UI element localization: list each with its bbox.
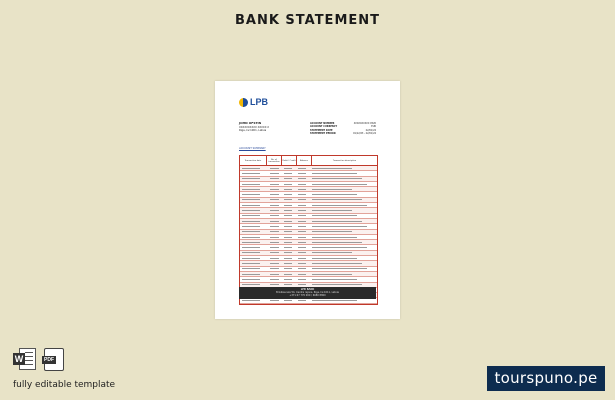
meta-row: ACCOUNT CURRENCY EUR xyxy=(310,125,376,129)
holder-address-line1: XXXXXXXXXX XXXXX X xyxy=(239,125,270,129)
template-caption: fully editable template xyxy=(13,380,116,390)
logo-text: LPB xyxy=(250,97,268,107)
statement-footer xyxy=(239,287,376,299)
table-body xyxy=(240,166,377,304)
column-header: Transaction date xyxy=(240,156,267,165)
format-icons xyxy=(13,348,64,371)
footer-address: Brivibas iela 54, Centra rajons, Riga, LV-1011, Latvia xyxy=(276,291,339,294)
page-title: BANK STATEMENT xyxy=(234,13,381,28)
brand-badge: tourspuno.pe xyxy=(487,366,605,391)
transactions-table xyxy=(239,155,378,305)
word-icon: W xyxy=(13,348,37,370)
table-header xyxy=(240,156,377,166)
account-holder xyxy=(239,122,269,133)
statement-preview xyxy=(215,81,400,319)
pdf-icon: PDF xyxy=(44,348,64,371)
column-header: Transaction description xyxy=(332,159,357,162)
bank-logo xyxy=(239,97,268,107)
table-row xyxy=(240,298,377,303)
column-header: No. of transaction xyxy=(267,156,282,165)
holder-address-line2: Riga, LV-1001, Latvia xyxy=(239,129,267,133)
column-header: Debit / Credit xyxy=(282,156,297,165)
footer-phone: +371 67 770 000 / 6680 8800 xyxy=(289,294,326,297)
meta-row: STATEMENT DATE 22/01/24 xyxy=(310,128,376,132)
footer-company: LPB BANK xyxy=(300,288,315,291)
meta-row: ACCOUNT NUMBER XXXXXXXXXX 0520 xyxy=(310,122,376,125)
holder-name: JOHN OFSTIN xyxy=(239,121,262,125)
column-header: Balance xyxy=(297,156,312,165)
meta-row: STATEMENT PERIOD 01/12/23 - 22/01/24 xyxy=(310,131,376,135)
statement-meta xyxy=(310,122,376,135)
account-summary-heading: ACCOUNT SUMMARY xyxy=(239,147,266,150)
logo-mark-icon xyxy=(239,98,248,107)
